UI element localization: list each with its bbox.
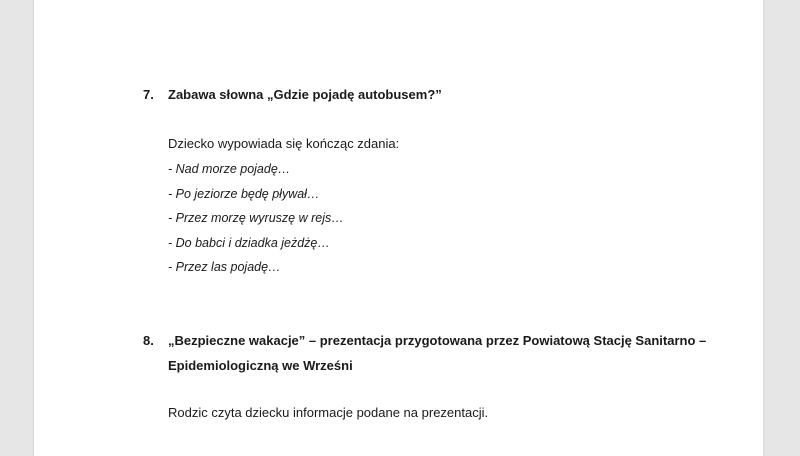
list-item: - Przez las pojadę… bbox=[168, 260, 281, 274]
section-8-body: Rodzic czyta dziecku informacje podane na prezentacji. bbox=[168, 405, 489, 420]
list-item: - Przez morzę wyruszę w rejs… bbox=[168, 211, 344, 225]
section-8-number: 8. bbox=[143, 333, 154, 348]
list-item: - Po jeziorze będę pływał… bbox=[168, 187, 320, 201]
list-item: - Nad morze pojadę… bbox=[168, 162, 291, 176]
section-8-title-line-1: „Bezpieczne wakacje” – prezentacja przygotowana przez Powiatową Stację Sanitarno – bbox=[168, 333, 707, 348]
list-item: - Do babci i dziadka jeżdżę… bbox=[168, 236, 330, 250]
section-8-title-line-2: Epidemiologiczną we Wrześni bbox=[168, 358, 353, 373]
document-page bbox=[34, 0, 763, 456]
section-7-title: Zabawa słowna „Gdzie pojadę autobusem?” bbox=[168, 87, 442, 102]
section-7-number: 7. bbox=[143, 87, 154, 102]
section-7-intro: Dziecko wypowiada się kończąc zdania: bbox=[168, 136, 400, 151]
